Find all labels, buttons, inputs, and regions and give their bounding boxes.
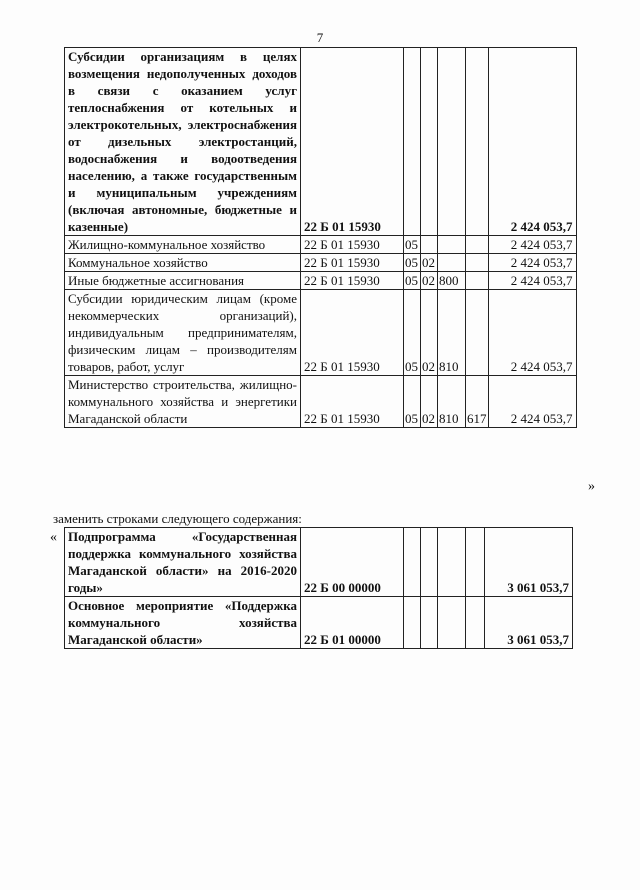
amount-cell: 3 061 053,7 — [485, 528, 573, 597]
page-number: 7 — [316, 30, 324, 45]
amount-cell: 2 424 053,7 — [488, 236, 576, 254]
budget-table-old-rows — [64, 47, 577, 428]
amount-cell: 2 424 053,7 — [488, 376, 576, 428]
expense-type-cell — [438, 528, 466, 597]
row-name-cell: Иные бюджетные ассигнования — [65, 272, 301, 290]
amount-cell: 2 424 053,7 — [488, 48, 576, 236]
subsection-cell: 02 — [421, 254, 438, 272]
section-cell: 05 — [404, 376, 421, 428]
expense-type-cell — [438, 48, 466, 236]
ministry-code-cell — [466, 48, 489, 236]
table-body — [65, 528, 573, 649]
expense-type-cell — [438, 236, 466, 254]
expense-type-cell — [438, 254, 466, 272]
target-code-cell: 22 Б 01 15930 — [301, 290, 404, 376]
table-row — [65, 528, 573, 597]
row-name-cell: Основное мероприятие «Поддержка коммунального хозяйства Магаданской области» — [65, 597, 301, 649]
amount-cell: 3 061 053,7 — [485, 597, 573, 649]
subsection-cell — [421, 597, 438, 649]
section-cell — [404, 48, 421, 236]
row-name-cell: Министерство строительства, жилищно-коммунального хозяйства и энергетики Магаданской области — [65, 376, 301, 428]
section-cell — [404, 528, 421, 597]
opening-quote: « — [50, 530, 57, 545]
ministry-code-cell — [466, 272, 489, 290]
intro-text: заменить строками следующего содержания: — [53, 511, 302, 526]
subsection-cell: 02 — [421, 376, 438, 428]
target-code-cell: 22 Б 01 15930 — [301, 254, 404, 272]
budget-table-new-rows — [64, 527, 573, 649]
expense-type-cell — [438, 597, 466, 649]
expense-type-cell: 800 — [438, 272, 466, 290]
target-code-cell: 22 Б 01 15930 — [301, 48, 404, 236]
ministry-code-cell: 617 — [466, 376, 489, 428]
ministry-code-cell — [466, 236, 489, 254]
table-row — [65, 236, 577, 254]
table-row — [65, 272, 577, 290]
expense-type-cell: 810 — [438, 290, 466, 376]
subsection-cell — [421, 528, 438, 597]
table-row — [65, 254, 577, 272]
target-code-cell: 22 Б 01 15930 — [301, 376, 404, 428]
row-name-cell: Субсидии юридическим лицам (кроме некоммерческих организаций), индивидуальным предпринимателям, физическим лицам – производителям товаров, работ, услуг — [65, 290, 301, 376]
section-cell: 05 — [404, 272, 421, 290]
ministry-code-cell — [466, 597, 485, 649]
subsection-cell: 02 — [421, 290, 438, 376]
target-code-cell: 22 Б 00 00000 — [301, 528, 404, 597]
expense-type-cell: 810 — [438, 376, 466, 428]
table-row — [65, 48, 577, 236]
row-name-cell: Коммунальное хозяйство — [65, 254, 301, 272]
closing-quote: » — [588, 479, 595, 494]
target-code-cell: 22 Б 01 15930 — [301, 236, 404, 254]
ministry-code-cell — [466, 528, 485, 597]
subsection-cell — [421, 236, 438, 254]
table-row — [65, 597, 573, 649]
table-row — [65, 290, 577, 376]
ministry-code-cell — [466, 254, 489, 272]
row-name-cell: Субсидии организациям в целях возмещения недополученных доходов в связи с оказанием услуг теплоснабжения от котельных и электрокотельных, электроснабжения от дизельных электростанций, водоснабжения и водоотведения населению, а также государственным и муниципальным учреждениям (включая автономные, бюджетные и казенные) — [65, 48, 301, 236]
row-name-cell: Подпрограмма «Государственная поддержка коммунального хозяйства Магаданской области» на 2016-2020 годы» — [65, 528, 301, 597]
subsection-cell: 02 — [421, 272, 438, 290]
table-body — [65, 48, 577, 428]
target-code-cell: 22 Б 01 00000 — [301, 597, 404, 649]
section-cell: 05 — [404, 290, 421, 376]
amount-cell: 2 424 053,7 — [488, 254, 576, 272]
section-cell — [404, 597, 421, 649]
table-row — [65, 376, 577, 428]
subsection-cell — [421, 48, 438, 236]
amount-cell: 2 424 053,7 — [488, 272, 576, 290]
section-cell: 05 — [404, 236, 421, 254]
ministry-code-cell — [466, 290, 489, 376]
section-cell: 05 — [404, 254, 421, 272]
target-code-cell: 22 Б 01 15930 — [301, 272, 404, 290]
row-name-cell: Жилищно-коммунальное хозяйство — [65, 236, 301, 254]
amount-cell: 2 424 053,7 — [488, 290, 576, 376]
